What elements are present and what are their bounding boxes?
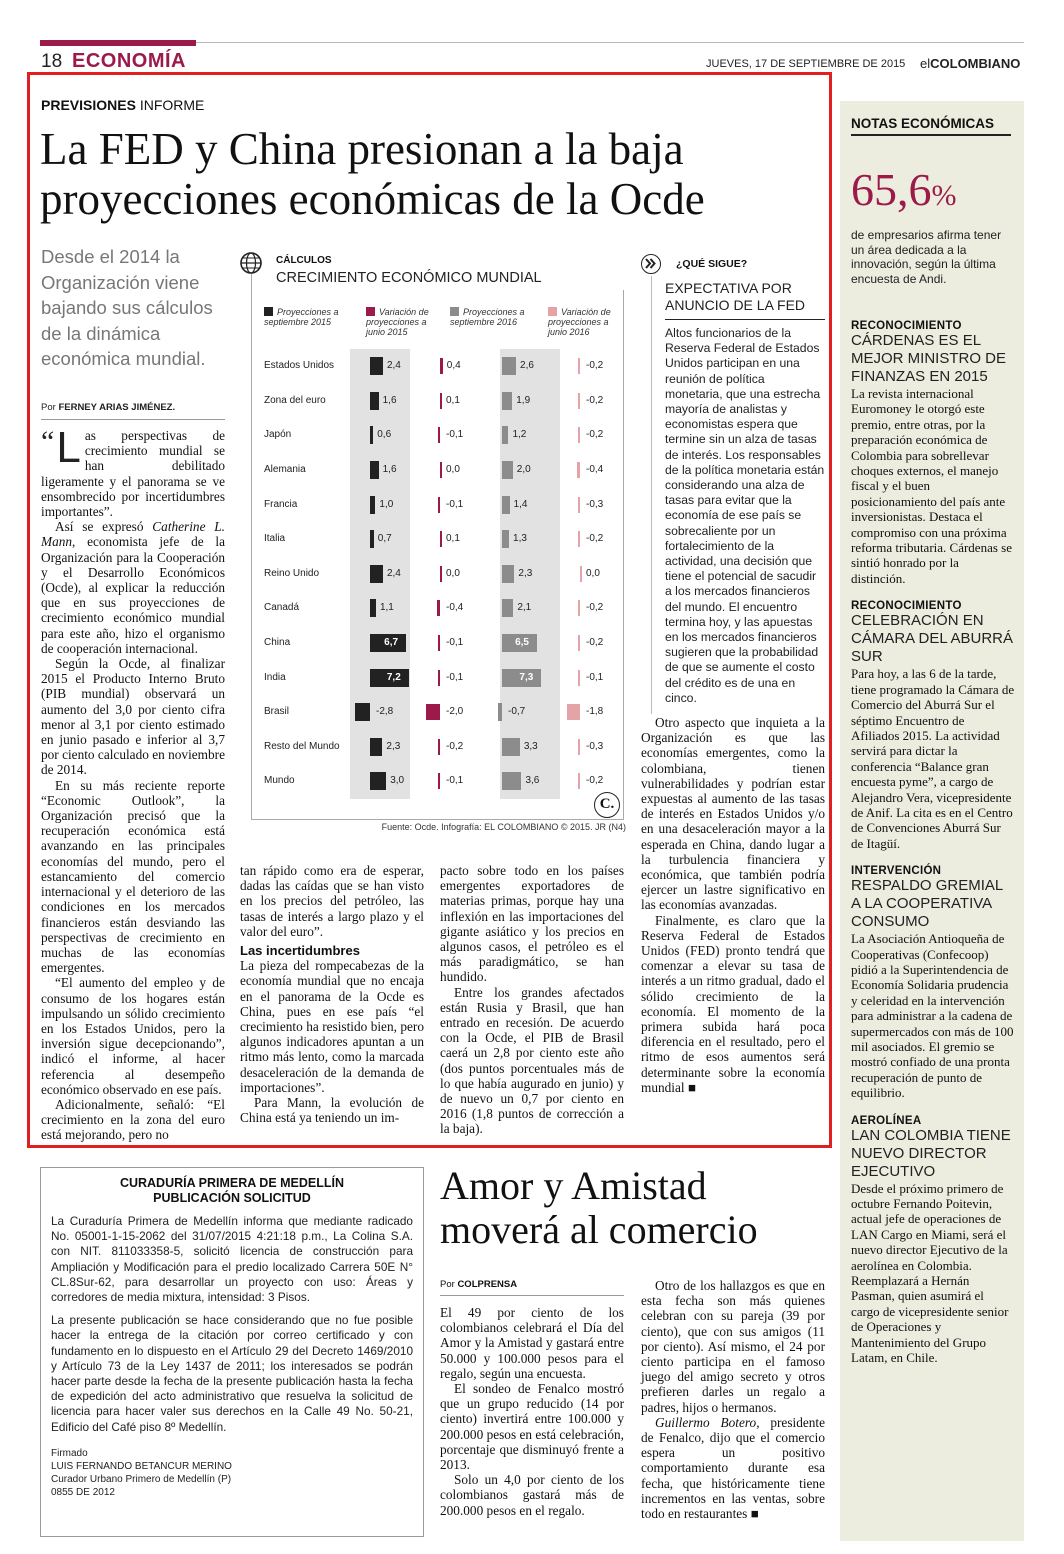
kicker-light: INFORME (139, 97, 205, 113)
bar-3 (502, 565, 514, 583)
bar-2 (437, 600, 440, 616)
bar-1 (370, 565, 383, 583)
note-category: RECONOCIMIENTO (851, 600, 962, 613)
bar-2 (440, 358, 443, 374)
value-label: 2,4 (386, 360, 401, 372)
note-headline: LAN COLOMBIA TIENE NUEVO DIRECTOR EJECUTIVO (851, 1126, 1011, 1180)
bar-3 (502, 426, 508, 444)
legend-label: Proyecciones a septiembre 2015 (264, 307, 339, 327)
sidebar-title: NOTAS ECONÓMICAS (851, 116, 1011, 136)
headline-line-1: La FED y China presionan a la baja (40, 124, 684, 174)
paragraph-5: “El aumento del empleo y de consumo de los hogares están impulsando un sólido crecimiento en los Estados Unidos, pero la inversión sigue decepcionando”, indicó el informe, al hacer referencia al desempeño económico observado en ese país. (41, 975, 225, 1097)
byline (41, 402, 175, 413)
value-label: -0,2 (446, 740, 464, 752)
paragraph-1: as perspectivas de crecimiento mundial se han debilitado ligeramente y el panorama se ve ensombrecido por incertidumbres importantes”. (41, 428, 225, 520)
article-column-1 (41, 423, 225, 1143)
paragraph-3: Según la Ocde, al finalizar 2015 el Producto Interno Bruto (PIB mundial) observará un aumento del 3,0 por ciento cifra menor al 3,1 por ciento estimado en junio pasado e inferior al 3,7 por ciento calculado en noviembre de 2014. (41, 656, 225, 778)
legend-item-4 (548, 307, 620, 337)
note-2 (851, 600, 1015, 851)
bar-2 (440, 566, 442, 582)
header-accent-bar (40, 40, 196, 46)
value-label: -0,1 (586, 671, 604, 683)
value-label: 2,0 (516, 464, 531, 476)
value-label: -2,8 (376, 706, 394, 718)
value-label: -0,1 (446, 671, 464, 683)
chart-row (240, 418, 630, 453)
article-deck: Desde el 2014 la Organización viene bajando sus cálculos de la dinámica económica mundial. (41, 246, 213, 369)
bar-4 (577, 462, 580, 478)
bar-3 (498, 703, 502, 721)
chart-row (240, 730, 630, 765)
bar-3 (502, 599, 513, 617)
chart-container (240, 252, 626, 836)
value-label: 1,6 (382, 464, 397, 476)
amor-headline-line-2: moverá al comercio (440, 1207, 758, 1252)
que-sigue-body: Altos funcionarios de la Reserva Federal de Estados Unidos participan en una reunión de política monetaria, que una estrecha mayoría de analistas y economistas espera que termine sin un alza de tasas de interés. Los responsables de la política monetaria están considerando una alza de tasas para evitar que la economía de ese país se sobrecaliente por un fortalecimiento de la actividad, una decisión que tiene el potencial de sacudir a los mercados financieros del mundo. El encuentro termina hoy, y las apuestas en los mercados financieros sugieren que la probabilidad de que se aumente el costo del crédito es de una en cinco. (665, 326, 825, 705)
chart-row (240, 764, 630, 799)
bar-4 (578, 427, 580, 443)
bar-2 (438, 739, 440, 755)
value-label: -0,1 (446, 498, 464, 510)
bar-2 (440, 531, 442, 547)
chart-row (240, 522, 630, 557)
value-label: 1,3 (513, 533, 527, 545)
chart-row (240, 557, 630, 592)
article-column-4 (641, 715, 825, 1095)
p2-name: Catherine L. Mann (41, 519, 225, 550)
chart-source: Fuente: Ocde. Infografía: EL COLOMBIANO © 2015. JR (N4) (381, 822, 626, 832)
c2-paragraph-3: Para Mann, la evolución de China está ya teniendo un im- (240, 1095, 424, 1126)
amor-column-2 (641, 1278, 825, 1521)
que-sigue-rule (665, 319, 825, 320)
amor-headline-line-1: Amor y Amistad (440, 1163, 707, 1208)
bar-4 (578, 393, 580, 409)
value-label: 1,6 (382, 394, 397, 406)
note-body: La revista internacional Euromoney le otorgó este premio, entre otras, por la preparación económica de Colombia para sobrellevar choques externos, el manejo fiscal y el buen posicionamiento del país ante inversionistas. Destaca el compromiso con una próxima reforma tributaria. Cárdenas se sintió honrado por la distinción. (851, 386, 1012, 586)
bar-1 (370, 426, 373, 444)
value-label: 0,6 (377, 429, 392, 441)
value-label: -0,2 (586, 637, 604, 649)
category-label: Japón (264, 429, 292, 441)
bar-2 (438, 497, 440, 513)
bar-1 (370, 738, 382, 756)
chart-row (240, 487, 630, 522)
value-label: 1,9 (516, 394, 531, 406)
bar-3 (502, 772, 521, 790)
legend-item-1 (264, 307, 349, 327)
amor-c2-paragraph-1: Otro de los hallazgos es que en esta fecha son más quienes celebran con su pareja (39 por ciento), que con sus amigos (11 por ciento). Así mismo, el 24 por ciento participa en el famoso juego del amigo secreto y otros prefieren darles un regalo a padres, hijos o hermanos. (641, 1278, 825, 1415)
category-label: Canadá (264, 602, 300, 614)
value-label: -1,8 (586, 706, 604, 718)
value-label: 0,7 (377, 533, 392, 545)
bar-1 (370, 599, 376, 617)
notice-signature (51, 1447, 413, 1499)
value-label: 6,7 (384, 637, 399, 649)
legend-swatch (366, 307, 375, 316)
article-headline (40, 124, 705, 224)
value-label: 1,1 (379, 602, 394, 614)
bar-4 (578, 600, 580, 616)
que-sigue-title: EXPECTATIVA POR ANUNCIO DE LA FED (665, 280, 806, 313)
stat-value: 65,6 (851, 164, 932, 215)
category-label: Mundo (264, 775, 295, 787)
value-label: 0,0 (586, 567, 600, 579)
value-label: 2,4 (386, 567, 401, 579)
value-label: -0,2 (586, 533, 604, 545)
bar-1 (370, 392, 379, 410)
value-label: 3,3 (523, 740, 538, 752)
value-label: 0,4 (446, 360, 461, 372)
colombiano-logo (594, 792, 620, 818)
note-headline: RESPALDO GREMIAL A LA COOPERATIVA CONSUMO (851, 877, 1003, 931)
value-label: 7,3 (519, 671, 534, 683)
legend-item-2 (366, 307, 438, 337)
subhead: Las incertidumbres (240, 943, 360, 959)
chart-row (240, 453, 630, 488)
legend-swatch (450, 307, 459, 316)
legend-swatch (548, 307, 557, 316)
byline-prefix: Por (41, 402, 56, 413)
chart-row (240, 591, 630, 626)
value-label: 1,4 (513, 498, 528, 510)
notice-title-1: CURADURÍA PRIMERA DE MEDELLÍN (119, 1176, 345, 1190)
notice-paragraph-1: La Curaduría Primera de Medellín informa que mediante radicado No. 05001-1-15-2062 del 31/07/2015 4:21:18 p.m., La Colina S.A. con NIT. 811033358-5, solicitó licencia de construcción para Ampliación y Modificación para el predio localizado Carrera 50E N° CL.8Sur-62, para desarrollar un proyecto con uso: Áreas y corredores de media mixtura, intensidad: 3 Pisos. (51, 1214, 413, 1305)
bar-3 (502, 496, 510, 514)
value-label: 2,3 (386, 740, 401, 752)
end-mark: ■ (687, 1079, 696, 1095)
sig-line-4: 0855 DE 2012 (51, 1486, 115, 1498)
value-label: -0,1 (446, 429, 464, 441)
value-label: -0,1 (446, 775, 464, 787)
legend-swatch (264, 307, 273, 316)
note-1 (851, 320, 1015, 586)
article-column-3 (440, 863, 624, 1137)
value-label: 2,6 (520, 360, 534, 372)
que-sigue-box (641, 254, 825, 706)
bar-4 (578, 670, 580, 686)
bar-4 (578, 773, 580, 789)
note-category: AEROLÍNEA (851, 1114, 922, 1127)
category-label: Alemania (264, 464, 306, 476)
bar-2 (440, 462, 442, 478)
c2-paragraph-1: tan rápido como era de esperar, dadas las caídas que se han visto en los precios del petróleo, las tasas de interés a largo plazo y el valor del euro”. (240, 863, 424, 939)
category-label: Francia (264, 498, 298, 510)
chart-row (240, 349, 630, 384)
bar-3 (502, 530, 509, 548)
value-label: -0,2 (586, 394, 604, 406)
amor-c2-name: Guillermo Botero (655, 1414, 757, 1430)
legend-label: Variación de proyecciones a junio 2016 (548, 307, 611, 337)
bar-2 (438, 670, 440, 686)
stat-unit: % (931, 179, 957, 212)
value-label: -0,7 (508, 706, 526, 718)
category-label: India (264, 671, 286, 683)
value-label: -0,2 (586, 775, 604, 787)
bar-4 (578, 635, 580, 651)
value-label: 6,5 (515, 637, 529, 649)
masthead-name: COLOMBIANO (930, 56, 1021, 71)
legend-item-3 (450, 307, 535, 327)
value-label: -0,2 (586, 602, 604, 614)
note-3 (851, 865, 1015, 1100)
amor-column-1 (440, 1305, 624, 1518)
note-body: Desde el próximo primero de octubre Fernando Poitevin, actual jefe de operaciones de LAN Cargo en Miami, será el nuevo director Ejecutivo de la aerolínea en Colombia. Reemplazará a Hernán Pasman, quien asumirá el cargo de vicepresidente senior de Operaciones y Mantenimiento del Grupo Latam, en Chile. (851, 1180, 1009, 1366)
value-label: 1,2 (512, 429, 527, 441)
note-4 (851, 1115, 1015, 1366)
quote-mark: “ (41, 425, 55, 458)
value-label: -0,3 (586, 498, 604, 510)
bar-1 (370, 461, 379, 479)
bar-1 (355, 703, 370, 721)
amor-c2-paragraph-2: , presidente de Fenalco, dijo que el comercio espera un positivo comportamiento durante esa fecha, que históricamente tiene incrementos en las ventas, sobre todo en restaurantes (641, 1414, 826, 1522)
stat-text: de empresarios afirma tener un área dedicada a la innovación, según la última encuesta de Andi. (851, 228, 1002, 286)
bar-1 (370, 530, 374, 548)
amor-c1-paragraph-1: El 49 por ciento de los colombianos celebrará el Día del Amor y la Amistad y gastará entre 50.000 y 100.000 pesos para el regalo, según una encuesta. (440, 1305, 624, 1381)
chart-title: CRECIMIENTO ECONÓMICO MUNDIAL (276, 270, 542, 286)
bar-3 (502, 461, 513, 479)
legend-label: Proyecciones a septiembre 2016 (450, 307, 525, 327)
value-label: 0,0 (446, 464, 460, 476)
note-body: La Asociación Antioqueña de Cooperativas (Confecoop) pidió a la Superintendencia de Economía Solidaria prudencia y celeridad en la intervención para administrar a la cadena de supermercados con más de 100 mil asociados. El gremio se mostró confiado de una pronta recuperación de punto de equilibrio. (851, 931, 1014, 1101)
dropcap: L (56, 423, 81, 472)
amor-c1-paragraph-3: Solo un 4,0 por ciento de los colombianos gastará más de 200.000 pesos en el regalo. (440, 1472, 624, 1518)
note-headline: CELEBRACIÓN EN CÁMARA DEL ABURRÁ SUR (851, 612, 1013, 666)
value-label: -0,2 (586, 360, 604, 372)
bar-4 (578, 358, 580, 374)
p2-start: Así se expresó (55, 519, 153, 535)
c2-paragraph-2: La pieza del rompecabezas de la economía mundial que no encaja en el panorama de la Ocde es China, pues en ese país “el crecimiento ha resistido bien, pero algunos indicadores apuntan a un ritmo más lento, como la marcada desaceleración de la demanda de importaciones”. (240, 958, 424, 1095)
amor-byline-name: COLPRENSA (457, 1279, 518, 1290)
masthead (920, 56, 1020, 71)
value-label: -2,0 (446, 706, 464, 718)
amor-headline (440, 1164, 758, 1252)
value-label: 2,1 (517, 602, 532, 614)
note-category: INTERVENCIÓN (851, 865, 942, 878)
sig-line-2: LUIS FERNANDO BETANCUR MERINO (51, 1460, 232, 1472)
double-chevron-icon (641, 254, 661, 274)
logo-letter: C. (599, 796, 615, 812)
chart-row (240, 626, 630, 661)
sig-line-1: Firmado (51, 1447, 88, 1459)
value-label: 2,3 (518, 567, 533, 579)
legend-label: Variación de proyecciones a junio 2015 (366, 307, 429, 337)
value-label: -0,2 (586, 429, 604, 441)
c4-paragraph-2: Finalmente, es claro que la Reserva Federal de Estados Unidos (FED) pronto tendrá que comenzar a elevar su tasa de interés a un ritmo gradual, dado el sólido crecimiento de la economía. El momento de la primera subida hará poca diferencia en el resultado, pero el ritmo de esos aumentos será determinante sobre la economía mundial (641, 912, 825, 1095)
notice-paragraph-2: La presente publicación se hace considerando que no fue posible hacer la entrega de la citación por correo certificado y con fundamento en lo dispuesto en el Artículo 29 del Decreto 1469/2010 y Artículo 73 de la Ley 1437 de 2011; los interesados se podrán hacer parte desde la fecha de la presente publicación hasta la fecha de expedición del acto administrativo que resuelva la solicitud de licencia para hacer valer sus derechos en la Calle 49 No. 50-21, Edificio del Café piso 8º Medellín. (51, 1313, 413, 1434)
bar-2 (438, 427, 440, 443)
bar-4 (580, 566, 582, 582)
value-label: 0,0 (446, 567, 460, 579)
bar-1 (370, 772, 386, 790)
notice-title-2: PUBLICACIÓN SOLICITUD (153, 1191, 311, 1205)
bar-1 (370, 496, 375, 514)
que-sigue-header (641, 254, 825, 278)
amor-end-mark: ■ (750, 1506, 759, 1522)
value-label: -0,3 (586, 740, 604, 752)
amor-c1-paragraph-2: El sondeo de Fenalco mostró que un grupo reducido (14 por ciento) invertirá entre 100.000 y 200.000 pesos en está celebración, porcentaje que disminuyó frente a 2013. (440, 1381, 624, 1473)
value-label: -0,4 (586, 464, 604, 476)
stat-figure (851, 166, 1015, 220)
que-sigue-vline (651, 276, 652, 714)
bar-3 (502, 357, 516, 375)
category-label: Resto del Mundo (264, 740, 340, 752)
bar-2 (426, 704, 440, 720)
bar-3 (502, 738, 520, 756)
paragraph-4: En su más reciente reporte “Economic Outlook”, la Organización precisó que la recuperación económica está avanzando en las principales economías del mundo, pero el estancamiento del comercio internacional y el deterioro de las condiciones en los mercados financieros están desviando las perspectivas de crecimiento en muchas de las economías emergentes. (41, 777, 225, 976)
c3-paragraph-1: pacto sobre todo en los países emergentes exportadores de materias primas, porque hay una inflexión en las importaciones del gigante asiático y los precios en algunos casos, el petróleo es el más paradigmático, se han hundido. (440, 863, 624, 985)
amor-byline-prefix: Por (440, 1279, 455, 1290)
category-label: China (264, 637, 291, 649)
value-label: -0,4 (446, 602, 464, 614)
bar-4 (578, 739, 580, 755)
header-date: JUEVES, 17 DE SEPTIEMBRE DE 2015 (706, 58, 906, 70)
bar-1 (370, 357, 383, 375)
chart-kicker: CÁLCULOS (276, 255, 332, 266)
category-label: Estados Unidos (264, 360, 335, 372)
kicker-bold: PREVISIONES (41, 97, 136, 113)
p2-rest: , economista jefe de la Organización para la Cooperación y el Desarrollo Económicos (Ocde), al explicar la reducción que en sus proyecciones de crecimiento económico mundial para este año, hizo el organismo de cooperación internacional. (41, 534, 225, 656)
paragraph-6: Adicionalmente, señaló: “El crecimiento en la zona del euro está mejorando, pero no (41, 1096, 225, 1143)
sidebar (851, 116, 1015, 1366)
header-rule (196, 42, 1024, 43)
legal-notice (40, 1167, 424, 1537)
sig-line-3: Curador Urbano Primero de Medellín (P) (51, 1473, 232, 1485)
bar-4 (567, 704, 580, 720)
bar-2 (438, 635, 440, 651)
chart-row (240, 384, 630, 419)
note-body: Para hoy, a las 6 de la tarde, tiene programado la Cámara de Comercio del Aburrá Sur el séptimo Encuentro de Afiliados 2015. La actividad servirá para dictar la conferencia “Balance gran encuesta pyme”, a cargo de Alejandro Vera, vicepresidente de Anif. La cita es en el Centro de Convenciones Aburrá Sur de Itagüí. (851, 666, 1015, 851)
amor-byline-rule (440, 1295, 624, 1296)
value-label: 7,2 (386, 671, 401, 683)
c3-paragraph-2: Entre los grandes afectados están Rusia y Brasil, que han entrado en recesión. De acuerdo con la Ocde, el PIB de Brasil caerá un 2,8 por ciento este año (dos puntos porcentuales más de lo que había augurado en junio) y de nuevo un 0,7 por ciento en 2016 (1,8 puntos de corrección a la baja). (440, 984, 624, 1137)
category-label: Brasil (264, 706, 290, 718)
bar-2 (440, 393, 442, 409)
byline-name: FERNEY ARIAS JIMÉNEZ. (58, 402, 176, 413)
page-number: 18 (41, 51, 63, 72)
chart-row (240, 660, 630, 695)
chart-rows (240, 349, 630, 799)
value-label: 3,6 (525, 775, 540, 787)
byline-rule (41, 419, 225, 420)
dropcap-paragraph (41, 423, 225, 520)
que-sigue-label: ¿QUÉ SIGUE? (676, 258, 748, 270)
amor-byline (440, 1279, 517, 1290)
category-label: Italia (264, 533, 286, 545)
value-label: -0,1 (446, 637, 464, 649)
note-headline: CÁRDENAS ES EL MEJOR MINISTRO DE FINANZAS EN 2015 (851, 332, 1007, 385)
c4-paragraph-1: Otro aspecto que inquieta a la Organización es que las economías emergentes, como la colombiana, tienen vulnerabilidades y podrían estar expuestas al aumento de las tasas de interés en Estados Unidos y/o en una desaceleración mayor a la esperada en China, dando lugar a la turbulencia financiera y económica, que también podría ejercer un lastre significativo en las economías avanzadas. (641, 715, 825, 913)
bar-3 (502, 392, 512, 410)
category-label: Zona del euro (264, 394, 326, 406)
chart-row (240, 695, 630, 730)
article-kicker (41, 97, 204, 113)
bar-4 (578, 531, 580, 547)
value-label: 1,0 (379, 498, 394, 510)
article-column-2 (240, 863, 424, 1125)
category-label: Reino Unido (264, 567, 320, 579)
bar-4 (578, 497, 580, 513)
value-label: 3,0 (390, 775, 405, 787)
note-category: RECONOCIMIENTO (851, 320, 962, 332)
value-label: 0,1 (446, 533, 460, 545)
section-name: ECONOMÍA (72, 50, 186, 72)
masthead-el: el (920, 56, 931, 71)
bar-2 (438, 773, 440, 789)
value-label: 0,1 (446, 394, 460, 406)
headline-line-2: proyecciones económicas de la Ocde (40, 174, 705, 224)
